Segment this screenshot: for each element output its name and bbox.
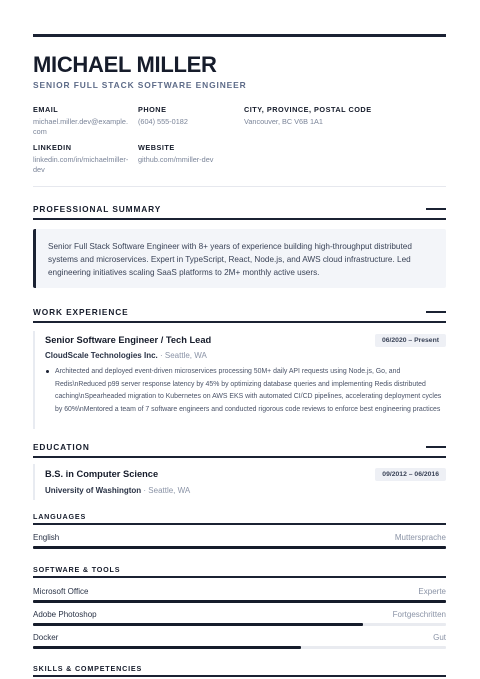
education-section-header bbox=[33, 442, 446, 452]
section-dash bbox=[426, 446, 446, 448]
languages-section-header bbox=[33, 512, 446, 521]
software-level-fill bbox=[33, 646, 301, 649]
education-entry-bar bbox=[33, 464, 35, 500]
section-dash bbox=[426, 208, 446, 210]
contact-phone-label: PHONE bbox=[138, 105, 167, 114]
software-name: Docker bbox=[33, 633, 59, 642]
contact-phone bbox=[138, 105, 238, 127]
software-section-header bbox=[33, 565, 446, 574]
language-level: Muttersprache bbox=[394, 533, 446, 542]
education-date-badge: 09/2012 – 06/2016 bbox=[375, 468, 446, 481]
job-company-line bbox=[45, 351, 207, 360]
skills-heading: SKILLS & COMPETENCIES bbox=[33, 664, 143, 673]
bullet-dot-icon bbox=[46, 370, 49, 373]
software-name: Microsoft Office bbox=[33, 587, 89, 596]
contact-linkedin-value[interactable]: linkedin.com/in/michaelmiller-dev bbox=[33, 155, 129, 174]
education-degree: B.S. in Computer Science bbox=[45, 469, 159, 479]
section-dash bbox=[426, 311, 446, 313]
summary-text: Senior Full Stack Software Engineer with 8+ years of experience building high-throughput distributed systems and microservices. Expert in TypeScript, React, Node.js, and AWS cloud infrastructure. Led engineering initiatives scaling SaaS platforms to 2M+ monthly active users. bbox=[48, 242, 412, 278]
software-heading: SOFTWARE & TOOLS bbox=[33, 565, 121, 574]
contact-website-value[interactable]: github.com/mmiller-dev bbox=[138, 155, 214, 164]
contact-email-label: EMAIL bbox=[33, 105, 59, 114]
education-school-line bbox=[45, 486, 190, 495]
candidate-title: SENIOR FULL STACK SOFTWARE ENGINEER bbox=[33, 80, 247, 90]
software-level-track bbox=[33, 623, 446, 626]
education-heading: EDUCATION bbox=[33, 442, 90, 452]
software-level-fill bbox=[33, 623, 363, 626]
job-bullet bbox=[45, 366, 445, 416]
contact-location-value: Vancouver, BC V6B 1A1 bbox=[244, 117, 323, 126]
contact-linkedin-label: LINKEDIN bbox=[33, 143, 72, 152]
skills-rule bbox=[33, 675, 446, 677]
contact-email bbox=[33, 105, 131, 137]
software-level-track bbox=[33, 600, 446, 603]
software-level: Fortgeschritten bbox=[392, 610, 446, 619]
education-location: · Seattle, WA bbox=[143, 486, 191, 495]
candidate-name: MICHAEL MILLER bbox=[33, 52, 217, 77]
software-rule bbox=[33, 576, 446, 578]
contact-linkedin bbox=[33, 143, 131, 175]
job-role: Senior Software Engineer / Tech Lead bbox=[45, 335, 212, 345]
job-company: CloudScale Technologies Inc. bbox=[45, 351, 158, 360]
language-name: English bbox=[33, 533, 60, 542]
contact-phone-value[interactable]: (604) 555-0182 bbox=[138, 117, 188, 126]
contact-email-value[interactable]: michael.miller.dev@example.com bbox=[33, 117, 129, 136]
experience-entry-bar bbox=[33, 331, 35, 429]
education-rule bbox=[33, 456, 446, 458]
language-level-fill bbox=[33, 546, 446, 549]
languages-heading: LANGUAGES bbox=[33, 512, 87, 521]
contact-location bbox=[244, 105, 444, 127]
experience-rule bbox=[33, 321, 446, 323]
contact-divider bbox=[33, 186, 446, 187]
experience-section-header bbox=[33, 307, 446, 317]
job-location: · Seattle, WA bbox=[160, 351, 207, 360]
contact-location-label: CITY, PROVINCE, POSTAL CODE bbox=[244, 105, 372, 114]
skills-section-header bbox=[33, 664, 446, 673]
education-school: University of Washington bbox=[45, 486, 142, 495]
contact-website bbox=[138, 143, 248, 165]
top-rule bbox=[33, 34, 446, 37]
language-level-track bbox=[33, 546, 446, 549]
summary-section-header bbox=[33, 204, 446, 214]
contact-website-label: WEBSITE bbox=[138, 143, 175, 152]
job-date-badge: 06/2020 – Present bbox=[375, 334, 446, 347]
software-level-track bbox=[33, 646, 446, 649]
software-name: Adobe Photoshop bbox=[33, 610, 97, 619]
software-level: Gut bbox=[433, 633, 446, 642]
summary-rule bbox=[33, 218, 446, 220]
software-level: Experte bbox=[418, 587, 446, 596]
summary-heading: PROFESSIONAL SUMMARY bbox=[33, 204, 162, 214]
software-level-fill bbox=[33, 600, 446, 603]
job-bullet-text: Architected and deployed event-driven microservices processing 50M+ daily API requests using Node.js, Go, and Redis\nReduced p99 server response latency by 45% by optimizing database queries and implementing Redis distributed caching\nSpearheaded migration to Kubernetes on AWS EKS with automated CI/CD pipelines, accelerating deployment cycles by 60%\nMentored a team of 7 software engineers and conducted rigorous code reviews to enforce best engineering practices bbox=[55, 368, 442, 413]
languages-rule bbox=[33, 523, 446, 525]
summary-box bbox=[33, 229, 446, 288]
experience-heading: WORK EXPERIENCE bbox=[33, 307, 129, 317]
